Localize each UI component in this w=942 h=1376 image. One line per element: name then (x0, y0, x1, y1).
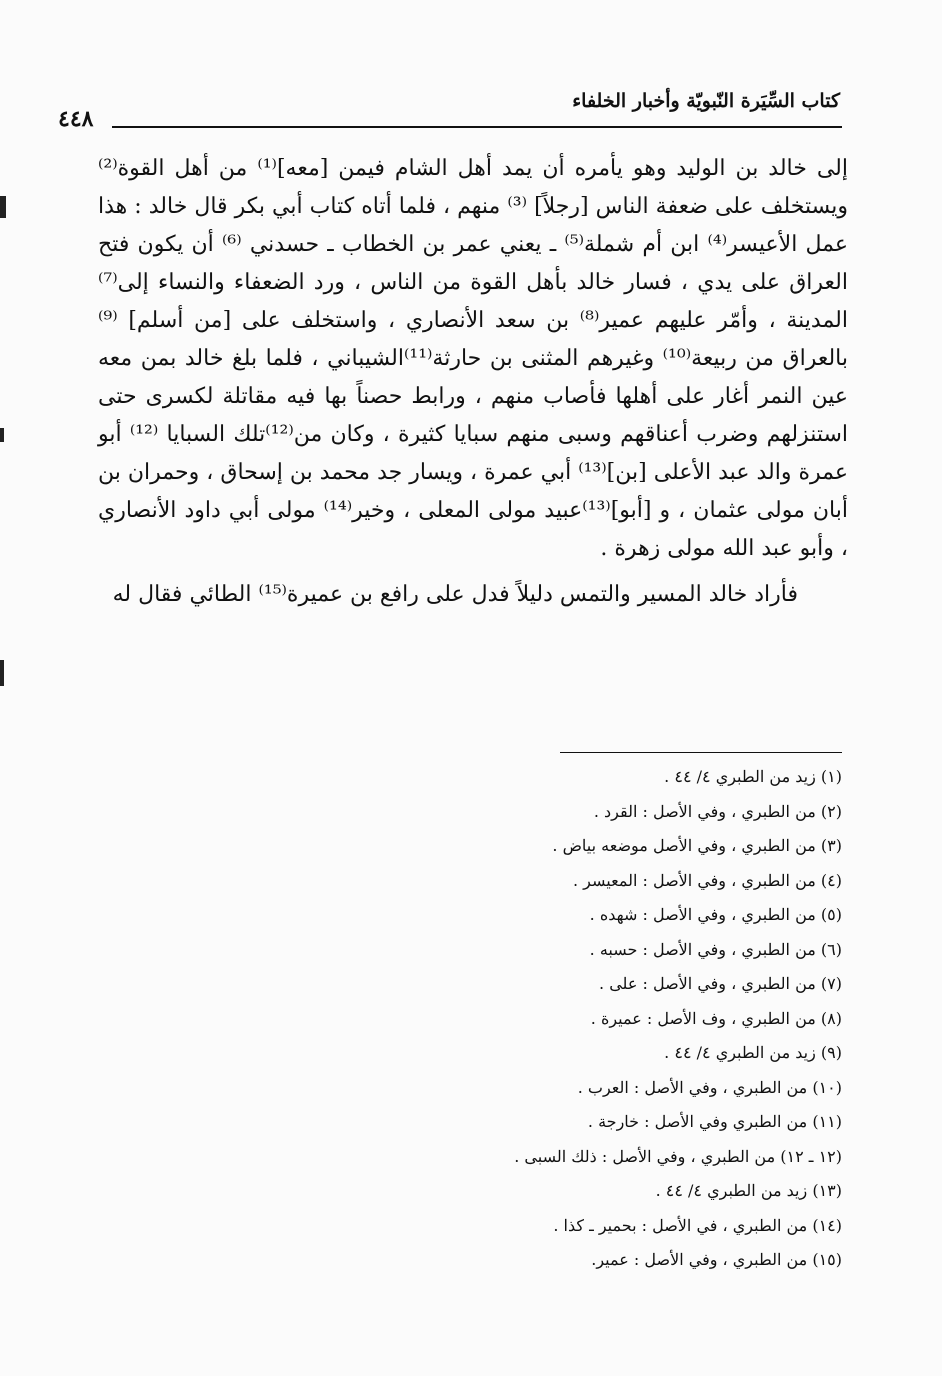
footnote: (١٤) من الطبري ، في الأصل : بحمير ـ كذا . (553, 1215, 842, 1235)
footnote: (١١) من الطبري وفي الأصل : خارجة . (587, 1112, 842, 1131)
footnote-separator (560, 752, 842, 753)
paragraph: إلى خالد بن الوليد وهو يأمره أن يمد أهل الشام فيمن [معه]⁽¹⁾ من أهل القوة⁽²⁾ ويستخلف على ضعفة الناس [رجلاً] ⁽³⁾ منهم ، فلما أتاه كتاب أبي بكر قال خالد : هذا عمل الأعيسر⁽⁴⁾ ابن أم شملة⁽⁵⁾ ـ يعني عمر بن الخطاب ـ حسدني ⁽⁶⁾ أن يكون فتح العراق على يدي ، فسار خالد بأهل القوة من الناس ، ورد الضعفاء والنساء إلى⁽⁷⁾ المدينة ، وأمّر عليهم عمير⁽⁸⁾ بن سعد الأنصاري ، واستخلف على [من أسلم] ⁽⁹⁾ بالعراق من ربيعة⁽¹⁰⁾ وغيرهم المثنى بن حارثة⁽¹¹⁾الشيباني ، فلما بلغ خالد بمن معه عين النمر أغار على أهلها فأصاب منهم ، ورابط حصناً بها فيه مقاتلة لكسرى حتى استنزلهم وضرب أعناقهم وسبى منهم سبايا كثيرة ، وكان من⁽¹²⁾تلك السبايا ⁽¹²⁾ أبو عمرة والد عبد الأعلى [بن]⁽¹³⁾ أبي عمرة ، ويسار جد محمد بن إسحاق ، وحمران بن أبان مولى عثمان ، و [أبو]⁽¹³⁾عبيد مولى المعلى ، وخير⁽¹⁴⁾ مولى أبي داود الأنصاري ، وأبو عبد الله مولى زهرة . (98, 156, 849, 561)
footnote: (١٥) من الطبري ، وفي الأصل : عمير. (591, 1250, 842, 1269)
footnote: (١٠) من الطبري ، وفي الأصل : العرب . (577, 1077, 842, 1097)
header-rule (112, 126, 842, 128)
footnote: (٧) من الطبري ، وفي الأصل : على . (599, 974, 842, 993)
footnote: (٤) من الطبري ، وفي الأصل : المعيسر . (573, 870, 842, 890)
footnote: (١) زيد من الطبري ٤/ ٤٤ . (664, 767, 842, 786)
running-header-title: كتاب السِّيَرة النّبويّة وأخبار الخلفاء (572, 90, 840, 112)
scan-edge-mark (0, 428, 4, 442)
footnote: (٥) من الطبري ، وفي الأصل : شهده . (589, 905, 842, 924)
footnote: (١٣) زيد من الطبري ٤/ ٤٤ . (655, 1181, 842, 1200)
main-text (98, 150, 848, 614)
scan-edge-mark (0, 196, 6, 218)
scan-edge-mark (0, 660, 4, 686)
paragraph: فأراد خالد المسير والتمس دليلاً فدل على رافع بن عميرة⁽¹⁵⁾ الطائي فقال له (112, 582, 798, 607)
footnote: (٦) من الطبري ، وفي الأصل : حسبه . (589, 939, 842, 959)
page-number: ٤٤٨ (58, 106, 94, 132)
footnote: (٨) من الطبري ، وف الأصل : عميرة . (590, 1008, 842, 1028)
footnote: (٢) من الطبري ، وفي الأصل : القرد . (593, 801, 842, 821)
footnote: (٩) زيد من الطبري ٤/ ٤٤ . (664, 1043, 842, 1062)
footnote: (٣) من الطبري ، وفي الأصل موضعه بياض . (552, 836, 842, 855)
footnotes (102, 760, 842, 1278)
footnote: (١٢ ـ ١٢) من الطبري ، وفي الأصل : ذلك السبى . (514, 1146, 842, 1166)
